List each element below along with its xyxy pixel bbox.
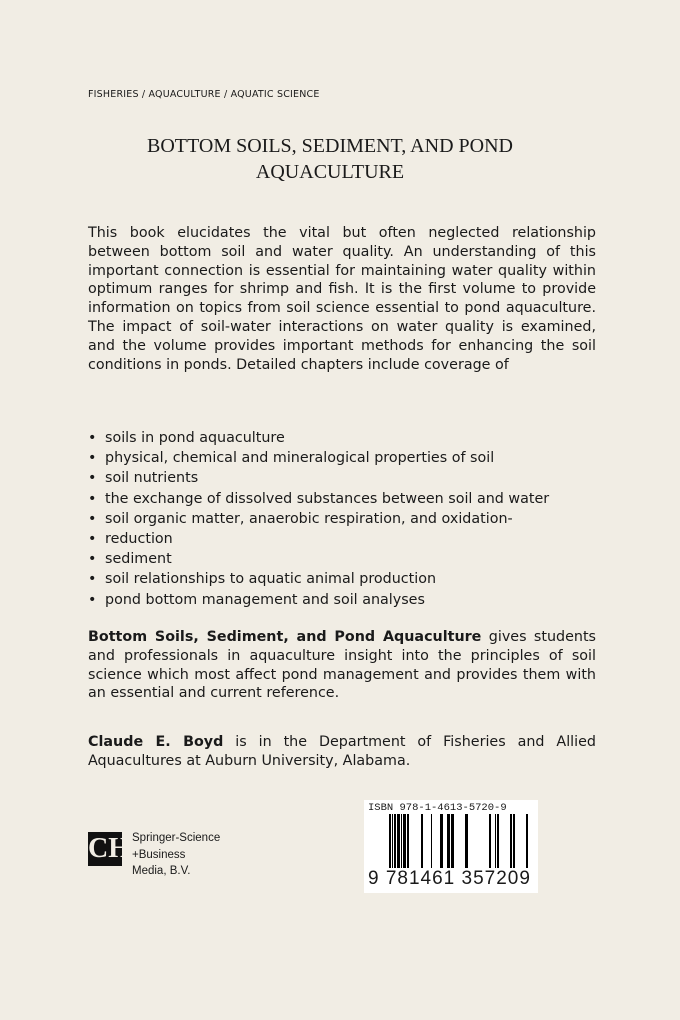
publisher-line-2: +Business bbox=[132, 848, 186, 861]
barcode-bars bbox=[386, 814, 534, 874]
book-title-inline: Bottom Soils, Sediment, and Pond Aquaculture bbox=[88, 629, 482, 645]
list-item: • soils in pond aquaculture bbox=[88, 428, 549, 448]
list-item: • soil organic matter, anaerobic respiration, and oxidation- bbox=[88, 509, 549, 529]
publisher-name bbox=[132, 830, 220, 880]
series-label: FISHERIES / AQUACULTURE / AQUATIC SCIENCE bbox=[88, 89, 320, 100]
list-item: • reduction bbox=[88, 529, 549, 549]
book-title bbox=[100, 133, 560, 185]
title-line-1: BOTTOM SOILS, SEDIMENT, AND POND bbox=[147, 135, 513, 157]
list-item: • soil nutrients bbox=[88, 468, 549, 488]
barcode-number: 9 781461 357209 bbox=[368, 868, 531, 889]
list-item: • soil relationships to aquatic animal production bbox=[88, 569, 549, 589]
list-item: • physical, chemical and mineralogical properties of soil bbox=[88, 448, 549, 468]
author-name: Claude E. Boyd bbox=[88, 734, 224, 750]
description: This book elucidates the vital but often neglected relationship between bottom soil and water quality. An understanding of this important connection is essential for maintaining water quality within optimum ranges for shrimp and fish. It is the first volume to provide information on topics from soil science essential to pond aquaculture. The impact of soil-water interactions on water quality is examined, and the volume provides important methods for enhancing the soil conditions in ponds. Detailed chapters include coverage of bbox=[88, 225, 596, 373]
list-item: • sediment bbox=[88, 549, 549, 569]
summary-text: gives students and professionals in aquaculture insight into the principles of soil science which most affect pond management and provides them with an essential and current reference. bbox=[88, 629, 596, 702]
summary-paragraph bbox=[88, 628, 596, 703]
title-line-2: AQUACULTURE bbox=[255, 161, 405, 183]
isbn-text: ISBN 978-1-4613-5720-9 bbox=[368, 802, 507, 814]
chapter-list bbox=[88, 428, 549, 610]
barcode bbox=[364, 800, 538, 893]
list-item: • the exchange of dissolved substances between soil and water bbox=[88, 489, 549, 509]
author-bio: is in the Department of Fisheries and Allied Aquacultures at Auburn University, Alabama. bbox=[88, 734, 596, 769]
publisher-logo-icon: CH bbox=[88, 833, 130, 864]
author-paragraph bbox=[88, 733, 596, 771]
publisher-line-3: Media, B.V. bbox=[132, 865, 191, 877]
publisher-line-1: Springer-Science bbox=[132, 832, 221, 844]
list-item: • pond bottom management and soil analyses bbox=[88, 590, 549, 610]
